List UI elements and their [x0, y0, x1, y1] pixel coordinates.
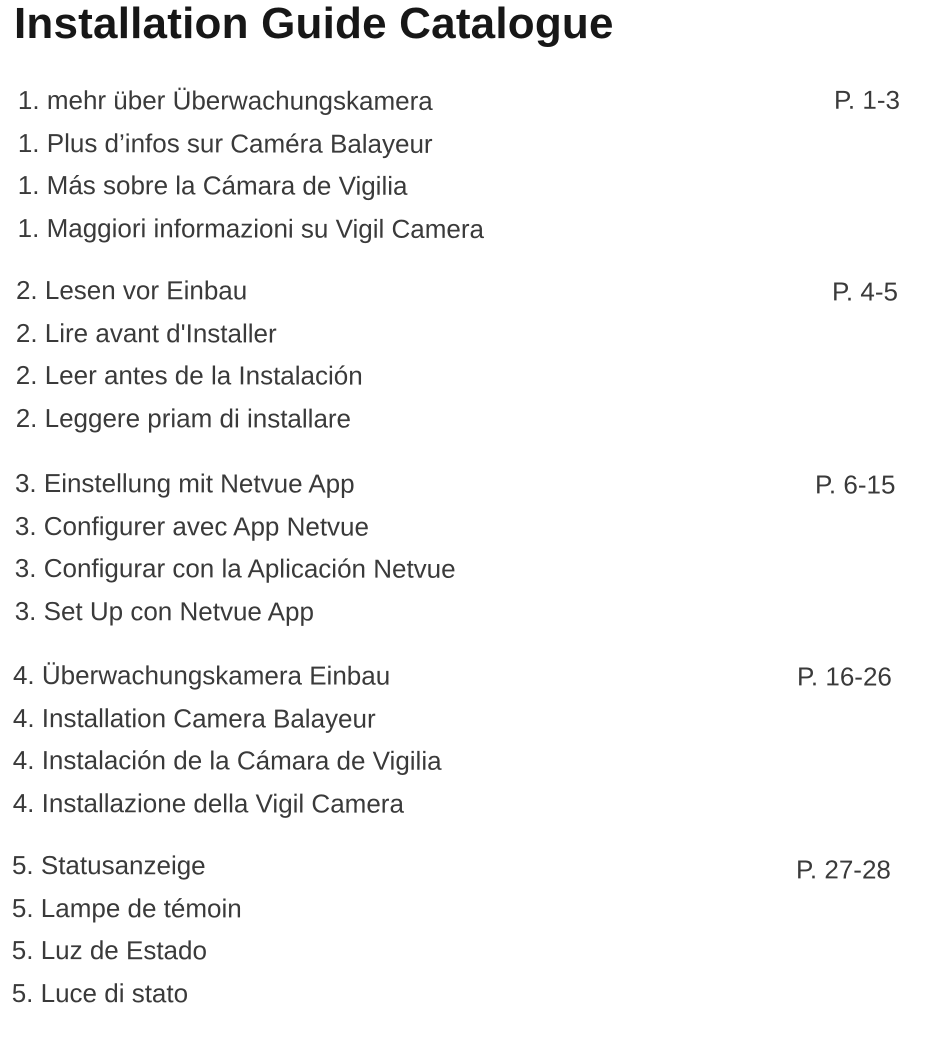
section-1-line-it: 1. Maggiori informazioni su Vigil Camera	[17, 212, 485, 244]
section-4-line-es: 4. Instalación de la Cámara de Vigilia	[12, 744, 442, 776]
catalogue-section-4	[13, 654, 913, 826]
catalogue-section-5	[12, 844, 912, 1016]
section-4-line-fr: 4. Installation Camera Balayeur	[12, 702, 376, 734]
section-2-line-it: 2. Leggere priam di installare	[15, 402, 352, 434]
section-4-line-it: 4. Installazione della Vigil Camera	[12, 787, 404, 819]
section-1-line-de: 1. mehr über Überwachungskamera	[17, 84, 433, 116]
section-1-line-es: 1. Más sobre la Cámara de Vigilia	[17, 169, 408, 201]
section-5-line-fr: 5. Lampe de témoin	[11, 892, 242, 923]
section-3-page-ref: P. 6-15	[814, 469, 896, 500]
section-1-line-fr: 1. Plus d’infos sur Caméra Balayeur	[17, 127, 433, 159]
section-4-line-de: 4. Überwachungskamera Einbau	[12, 660, 391, 691]
section-2-page-ref: P. 4-5	[831, 276, 899, 307]
section-2-line-de: 2. Lesen vor Einbau	[15, 275, 248, 306]
catalogue-section-3	[15, 462, 915, 634]
page-title: Installation Guide Catalogue	[14, 0, 614, 48]
section-2-line-fr: 2. Lire avant d'Installer	[15, 317, 277, 348]
catalogue-section-2	[16, 269, 916, 441]
section-5-line-de: 5. Statusanzeige	[11, 850, 206, 881]
section-3-line-fr: 3. Configurer avec App Netvue	[14, 510, 370, 542]
section-3-line-es: 3. Configurar con la Aplicación Netvue	[14, 552, 456, 584]
section-5-page-ref: P. 27-28	[795, 854, 891, 885]
catalogue-section-1	[18, 79, 918, 251]
section-2-line-es: 2. Leer antes de la Instalación	[15, 359, 363, 391]
section-4-page-ref: P. 16-26	[796, 661, 892, 692]
section-3-line-de: 3. Einstellung mit Netvue App	[14, 468, 355, 499]
section-1-page-ref: P. 1-3	[833, 84, 901, 115]
section-5-line-it: 5. Luce di stato	[11, 977, 189, 1008]
section-5-line-es: 5. Luz de Estado	[11, 934, 207, 966]
section-3-line-it: 3. Set Up con Netvue App	[14, 595, 314, 627]
